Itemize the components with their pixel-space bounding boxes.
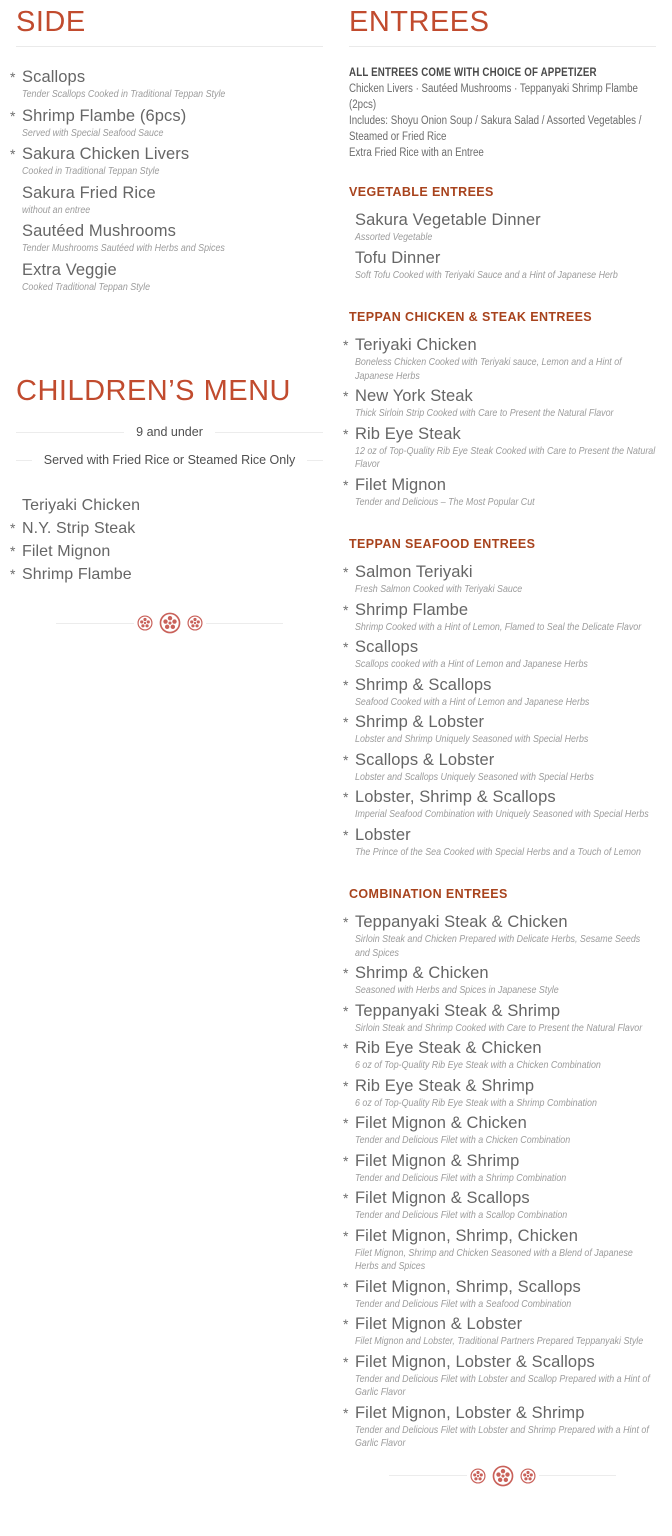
vegetable-entrees-list bbox=[349, 210, 656, 282]
divider-line bbox=[206, 623, 284, 624]
item-description: Seasoned with Herbs and Spices in Japanese Style bbox=[355, 984, 559, 996]
asterisk-marker: * bbox=[343, 1227, 349, 1244]
menu-item bbox=[343, 1352, 656, 1400]
item-description: Lobster and Scallops Uniquely Seasoned with Special Herbs bbox=[355, 770, 594, 783]
item-description: Tender and Delicious Filet with a Scallop Combination bbox=[355, 1209, 568, 1221]
menu-item bbox=[343, 675, 656, 710]
menu-item bbox=[343, 963, 656, 998]
item-description: Cooked in Traditional Teppan Style bbox=[22, 165, 160, 177]
asterisk-marker: * bbox=[343, 676, 349, 693]
item-description: Filet Mignon and Lobster, Traditional Partners Prepared Teppanyaki Style bbox=[355, 1335, 644, 1347]
asterisk-marker: * bbox=[343, 789, 349, 805]
divider-line bbox=[307, 460, 323, 461]
menu-item bbox=[343, 1314, 656, 1349]
divider-line bbox=[215, 432, 323, 433]
item-description: Tender and Delicious Filet with a Chicken Combination bbox=[355, 1134, 571, 1146]
menu-item bbox=[343, 787, 656, 822]
item-description: Boneless Chicken Cooked with Teriyaki sauce, Lemon and a Hint of Japanese Herbs bbox=[355, 356, 622, 382]
item-name: Filet Mignon & Scallops bbox=[355, 1189, 530, 1207]
asterisk-marker: * bbox=[343, 826, 349, 843]
sakura-flower-icon bbox=[137, 615, 153, 631]
item-name: Scallops bbox=[22, 68, 86, 86]
menu-item-body bbox=[355, 562, 656, 597]
age-note-text: 9 and under bbox=[136, 425, 203, 439]
menu-item-body bbox=[22, 221, 323, 256]
menu-item bbox=[343, 1113, 656, 1148]
item-name: Filet Mignon bbox=[355, 475, 447, 494]
sakura-flower-icon bbox=[492, 1465, 514, 1487]
menu-item bbox=[10, 106, 323, 141]
asterisk-marker: * bbox=[343, 1278, 349, 1295]
age-note-divider bbox=[16, 424, 323, 440]
item-name: Filet Mignon & Shrimp bbox=[355, 1151, 520, 1170]
item-name: Filet Mignon, Shrimp, Chicken bbox=[355, 1226, 578, 1245]
asterisk-marker: * bbox=[343, 601, 349, 618]
item-name: Shrimp & Scallops bbox=[355, 675, 492, 694]
menu-item bbox=[10, 144, 323, 179]
rice-note-text: Served with Fried Rice or Steamed Rice Only bbox=[43, 453, 296, 467]
item-description: Assorted Vegetable bbox=[355, 231, 433, 243]
sakura-flower-icon bbox=[159, 612, 181, 634]
menu-item bbox=[343, 1076, 656, 1111]
left-column bbox=[10, 2, 323, 1487]
menu-item-body bbox=[22, 540, 323, 563]
item-description: The Prince of the Sea Cooked with Special Herbs and a Touch of Lemon bbox=[355, 845, 641, 858]
rice-note-divider bbox=[16, 452, 323, 468]
asterisk-marker: * bbox=[10, 566, 16, 582]
item-name: New York Steak bbox=[355, 387, 473, 405]
combination-entrees-list bbox=[343, 912, 656, 1451]
asterisk-marker: * bbox=[10, 520, 16, 536]
divider-line bbox=[389, 1475, 467, 1476]
menu-item-body bbox=[355, 210, 656, 245]
item-description: 6 oz of Top-Quality Rib Eye Steak with a Shrimp Combination bbox=[355, 1096, 597, 1109]
menu-item bbox=[343, 1226, 656, 1274]
asterisk-marker: * bbox=[343, 1316, 349, 1332]
right-column bbox=[343, 2, 656, 1487]
childrens-menu-title: CHILDREN’S MENU bbox=[16, 375, 291, 407]
asterisk-marker: * bbox=[343, 751, 349, 768]
asterisk-marker: * bbox=[343, 1002, 349, 1019]
menu-item-body bbox=[355, 475, 656, 510]
menu-item-body bbox=[22, 260, 323, 295]
childrens-menu-section bbox=[10, 374, 323, 634]
item-description: Tender and Delicious – The Most Popular Cut bbox=[355, 495, 535, 508]
menu-item-body bbox=[355, 248, 656, 283]
menu-item bbox=[343, 825, 656, 860]
side-title-rule bbox=[16, 46, 323, 47]
item-name: Shrimp & Lobster bbox=[355, 713, 485, 731]
item-name: Filet Mignon bbox=[22, 543, 111, 560]
menu-item-body bbox=[355, 675, 656, 710]
asterisk-marker: * bbox=[343, 1077, 349, 1094]
menu-item bbox=[343, 1277, 656, 1312]
item-description: Thick Sirloin Strip Cooked with Care to Present the Natural Flavor bbox=[355, 407, 614, 419]
item-description: 6 oz of Top-Quality Rib Eye Steak with a Chicken Combination bbox=[355, 1059, 601, 1071]
asterisk-marker: * bbox=[10, 146, 16, 162]
menu-item bbox=[10, 540, 323, 563]
menu-item bbox=[343, 600, 656, 635]
chicken-steak-entrees-section bbox=[343, 310, 656, 509]
menu-item-body bbox=[22, 563, 323, 586]
asterisk-marker: * bbox=[343, 337, 349, 353]
menu-item bbox=[343, 248, 656, 283]
menu-item bbox=[10, 494, 323, 517]
menu-item-body bbox=[355, 637, 656, 672]
side-item-list bbox=[10, 67, 323, 294]
menu-item bbox=[343, 750, 656, 785]
item-name: Teriyaki Chicken bbox=[22, 497, 141, 514]
sakura-flower-icon bbox=[470, 1468, 486, 1484]
menu-item bbox=[343, 210, 656, 245]
item-name: Scallops & Lobster bbox=[355, 750, 495, 769]
asterisk-marker: * bbox=[343, 1353, 349, 1370]
menu-item-body bbox=[355, 963, 656, 998]
menu-item-body bbox=[22, 183, 323, 218]
menu-item-body bbox=[355, 424, 656, 472]
menu-item-body bbox=[355, 1403, 656, 1451]
menu-item-body bbox=[355, 787, 656, 822]
item-description: Lobster and Shrimp Uniquely Seasoned with Special Herbs bbox=[355, 733, 589, 745]
menu-item-body bbox=[355, 1226, 656, 1274]
menu-item-body bbox=[355, 1188, 656, 1223]
item-name: Sakura Vegetable Dinner bbox=[355, 211, 541, 229]
appetizer-options-text: Chicken Livers · Sautéed Mushrooms · Teppanyaki Shrimp Flambe (2pcs) bbox=[349, 83, 638, 111]
asterisk-marker: * bbox=[343, 1040, 349, 1056]
menu-item bbox=[343, 1001, 656, 1036]
entrees-title-rule bbox=[349, 46, 656, 47]
item-name: Filet Mignon, Shrimp, Scallops bbox=[355, 1277, 581, 1296]
item-name: Teppanyaki Steak & Chicken bbox=[355, 913, 568, 931]
item-name: Salmon Teriyaki bbox=[355, 563, 473, 581]
item-description: Cooked Traditional Teppan Style bbox=[22, 280, 151, 293]
item-name: Sakura Fried Rice bbox=[22, 183, 156, 202]
asterisk-marker: * bbox=[343, 1190, 349, 1206]
asterisk-marker: * bbox=[343, 476, 349, 493]
vegetable-entrees-heading: VEGETABLE ENTREES bbox=[349, 185, 494, 199]
asterisk-marker: * bbox=[343, 1152, 349, 1169]
menu-item-body bbox=[22, 144, 323, 179]
item-description: Tender and Delicious Filet with a Shrimp Combination bbox=[355, 1171, 567, 1184]
menu-item bbox=[343, 1038, 656, 1073]
asterisk-marker: * bbox=[343, 965, 349, 981]
menu-item bbox=[343, 912, 656, 960]
item-description: Tender Mushrooms Sautéed with Herbs and Spices bbox=[22, 242, 225, 254]
menu-item-body bbox=[22, 67, 323, 102]
item-name: Filet Mignon, Lobster & Shrimp bbox=[355, 1403, 585, 1422]
menu-item-body bbox=[22, 106, 323, 141]
item-name: Filet Mignon & Lobster bbox=[355, 1315, 523, 1333]
side-section bbox=[10, 5, 323, 294]
asterisk-marker: * bbox=[343, 1404, 349, 1421]
vegetable-entrees-section bbox=[349, 185, 656, 282]
menu-item-body bbox=[355, 335, 656, 383]
item-description: Tender and Delicious Filet with Lobster and Scallop Prepared with a Hint of Garlic Flavor bbox=[355, 1372, 650, 1398]
item-name: Extra Veggie bbox=[22, 260, 117, 279]
menu-item-body bbox=[355, 750, 656, 785]
includes-text: Includes: Shoyu Onion Soup / Sakura Salad / Assorted Vegetables / Steamed or Fried Rice bbox=[349, 115, 642, 143]
item-name: N.Y. Strip Steak bbox=[22, 520, 136, 537]
menu-item bbox=[10, 563, 323, 586]
menu-item-body bbox=[355, 1038, 656, 1073]
item-name: Sautéed Mushrooms bbox=[22, 222, 176, 240]
item-name: Teriyaki Chicken bbox=[355, 336, 477, 354]
entrees-intro bbox=[349, 65, 656, 161]
item-description: Filet Mignon, Shrimp and Chicken Seasoned with a Blend of Japanese Herbs and Spices bbox=[355, 1246, 633, 1272]
item-name: Shrimp Flambe (6pcs) bbox=[22, 106, 187, 125]
divider-line bbox=[56, 623, 134, 624]
menu-item-body bbox=[355, 386, 656, 421]
menu-item bbox=[10, 183, 323, 218]
asterisk-marker: * bbox=[10, 107, 16, 124]
menu-item-body bbox=[355, 1352, 656, 1400]
menu-item-body bbox=[22, 494, 323, 517]
chicken-steak-entrees-list bbox=[343, 335, 656, 509]
menu-item bbox=[343, 1403, 656, 1451]
menu-item bbox=[343, 475, 656, 510]
menu-item bbox=[10, 260, 323, 295]
menu-item bbox=[343, 1151, 656, 1186]
seafood-entrees-heading: TEPPAN SEAFOOD ENTREES bbox=[349, 537, 536, 551]
divider-line bbox=[539, 1475, 617, 1476]
asterisk-marker: * bbox=[343, 564, 349, 580]
item-description: Sirloin Steak and Shrimp Cooked with Care to Present the Natural Flavor bbox=[355, 1021, 643, 1034]
item-name: Filet Mignon & Chicken bbox=[355, 1114, 527, 1132]
menu-item bbox=[10, 67, 323, 102]
item-description: Sirloin Steak and Chicken Prepared with Delicate Herbs, Sesame Seeds and Spices bbox=[355, 933, 641, 959]
item-description: Tender and Delicious Filet with Lobster and Shrimp Prepared with a Hint of Garlic Flavor bbox=[355, 1423, 649, 1449]
menu-item bbox=[10, 517, 323, 540]
seafood-entrees-list bbox=[343, 562, 656, 859]
item-name: Rib Eye Steak & Chicken bbox=[355, 1039, 542, 1057]
item-description: Soft Tofu Cooked with Teriyaki Sauce and a Hint of Japanese Herb bbox=[355, 268, 618, 281]
asterisk-marker: * bbox=[343, 388, 349, 404]
item-name: Teppanyaki Steak & Shrimp bbox=[355, 1001, 561, 1020]
item-description: without an entree bbox=[22, 203, 91, 216]
section-end-divider bbox=[16, 612, 323, 634]
item-name: Rib Eye Steak bbox=[355, 424, 461, 443]
item-name: Shrimp Flambe bbox=[355, 600, 469, 619]
item-description: Fresh Salmon Cooked with Teriyaki Sauce bbox=[355, 583, 523, 595]
item-name: Rib Eye Steak & Shrimp bbox=[355, 1076, 535, 1095]
item-name: Lobster, Shrimp & Scallops bbox=[355, 788, 556, 806]
item-name: Sakura Chicken Livers bbox=[22, 145, 190, 163]
divider-line bbox=[16, 432, 124, 433]
menu-item-body bbox=[355, 825, 656, 860]
menu-item bbox=[343, 386, 656, 421]
entrees-title: ENTREES bbox=[349, 6, 490, 38]
menu-item bbox=[10, 221, 323, 256]
item-name: Lobster bbox=[355, 825, 411, 844]
appetizer-choice-heading: ALL ENTREES COME WITH CHOICE OF APPETIZER bbox=[349, 67, 597, 79]
combination-entrees-section bbox=[343, 887, 656, 1451]
menu-item bbox=[343, 1188, 656, 1223]
menu-item-body bbox=[355, 1314, 656, 1349]
item-description: Tender and Delicious Filet with a Seafood Combination bbox=[355, 1297, 572, 1310]
item-description: Shrimp Cooked with a Hint of Lemon, Flamed to Seal the Delicate Flavor bbox=[355, 620, 642, 633]
item-description: Scallops cooked with a Hint of Lemon and Japanese Herbs bbox=[355, 658, 588, 670]
menu-item-body bbox=[355, 1277, 656, 1312]
asterisk-marker: * bbox=[343, 714, 349, 730]
chicken-steak-entrees-heading: TEPPAN CHICKEN & STEAK ENTREES bbox=[349, 310, 593, 324]
menu-item bbox=[343, 637, 656, 672]
section-end-divider bbox=[349, 1465, 656, 1487]
extra-rice-text: Extra Fried Rice with an Entree bbox=[349, 147, 484, 159]
divider-line bbox=[16, 460, 32, 461]
menu-item-body bbox=[355, 1113, 656, 1148]
item-name: Shrimp Flambe bbox=[22, 566, 132, 583]
combination-entrees-heading: COMBINATION ENTREES bbox=[349, 887, 508, 901]
childrens-item-list bbox=[10, 494, 323, 586]
seafood-entrees-section bbox=[343, 537, 656, 859]
asterisk-marker: * bbox=[343, 425, 349, 442]
asterisk-marker: * bbox=[10, 543, 16, 559]
asterisk-marker: * bbox=[343, 1115, 349, 1131]
sakura-flower-icon bbox=[187, 615, 203, 631]
item-name: Scallops bbox=[355, 638, 419, 656]
menu-item-body bbox=[355, 1001, 656, 1036]
menu-item-body bbox=[355, 1151, 656, 1186]
menu-item-body bbox=[355, 1076, 656, 1111]
item-name: Tofu Dinner bbox=[355, 248, 441, 267]
item-description: 12 oz of Top-Quality Rib Eye Steak Cooked with Care to Present the Natural Flavor bbox=[355, 444, 656, 470]
entrees-section bbox=[343, 5, 656, 1487]
item-description: Tender Scallops Cooked in Traditional Teppan Style bbox=[22, 88, 226, 100]
item-description: Served with Special Seafood Sauce bbox=[22, 126, 164, 139]
menu-item-body bbox=[355, 712, 656, 747]
item-description: Imperial Seafood Combination with Uniquely Seasoned with Special Herbs bbox=[355, 808, 649, 820]
menu-item bbox=[343, 424, 656, 472]
menu-item-body bbox=[355, 912, 656, 960]
item-name: Filet Mignon, Lobster & Scallops bbox=[355, 1352, 595, 1371]
asterisk-marker: * bbox=[343, 914, 349, 930]
menu-item-body bbox=[355, 600, 656, 635]
sakura-flower-icon bbox=[520, 1468, 536, 1484]
side-title: SIDE bbox=[16, 6, 86, 38]
item-description: Seafood Cooked with a Hint of Lemon and Japanese Herbs bbox=[355, 695, 590, 708]
asterisk-marker: * bbox=[343, 639, 349, 655]
asterisk-marker: * bbox=[10, 69, 16, 85]
menu-item bbox=[343, 335, 656, 383]
menu-item bbox=[343, 562, 656, 597]
item-name: Shrimp & Chicken bbox=[355, 964, 489, 982]
menu-item bbox=[343, 712, 656, 747]
menu-item-body bbox=[22, 517, 323, 540]
